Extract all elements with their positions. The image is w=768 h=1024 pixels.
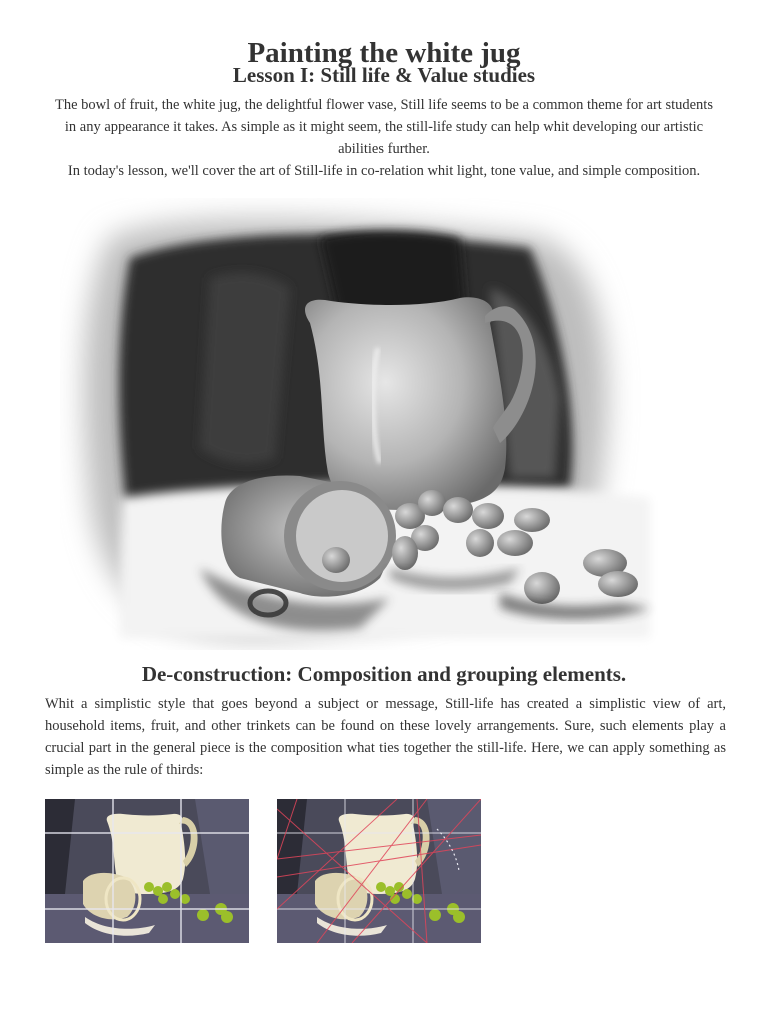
hero-painting-illustration <box>60 198 660 650</box>
composition-lines-illustration <box>277 799 481 943</box>
section-heading: De-construction: Composition and grouping elements. <box>141 662 627 686</box>
intro-paragraph: The bowl of fruit, the white jug, the delightful flower vase, Still life seems to be a common theme for art students in any appearance it takes. As simple as it might seem, the still-life study can help whit developing our artistic abilities further. <box>55 97 713 157</box>
lesson-subtitle: Lesson I: Still life & Value studies <box>232 63 536 87</box>
rule-of-thirds-image <box>45 799 249 943</box>
intro-text <box>40 94 728 182</box>
intro-paragraph: In today's lesson, we'll cover the art of Still-life in co-relation whit light, tone value, and simple composition. <box>67 163 701 179</box>
section-body-text: Whit a simplistic style that goes beyond a subject or message, Still-life has created a simplistic view of art, household items, fruit, and other trinkets can be found on these lovely arrangements. Sure, such elements play a crucial part in the general piece is the composition what ties together the still-life. Here, we can apply something as simple as the rule of thirds: <box>45 696 726 778</box>
rule-of-thirds-illustration <box>45 799 249 943</box>
page-title: Painting the white jug <box>247 37 521 69</box>
hero-still-life-painting <box>60 198 660 650</box>
composition-lines-image <box>277 799 481 943</box>
